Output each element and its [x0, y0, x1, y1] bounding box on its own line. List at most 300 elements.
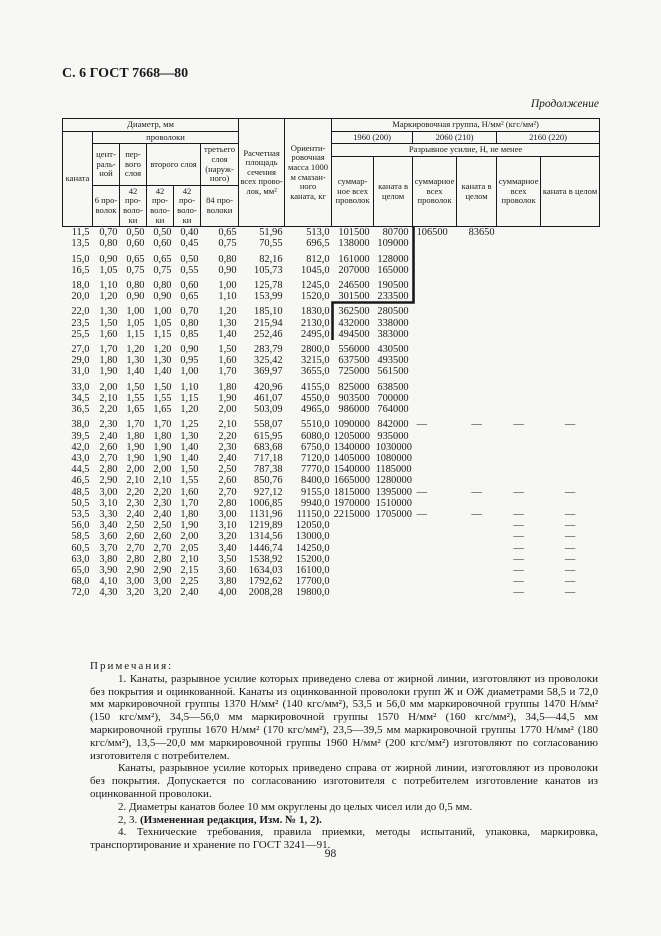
table-cell: [457, 543, 497, 554]
table-cell: 3,60: [99, 531, 118, 543]
table-cell: 927,12: [254, 486, 283, 498]
table-cell: 48,5: [71, 486, 90, 498]
table-cell: 4550,0: [301, 392, 330, 404]
table-row: [63, 543, 600, 554]
table-cell: 1,65: [153, 404, 172, 416]
table-cell: 1205000: [333, 430, 370, 442]
table-cell: 1131,96: [249, 508, 283, 520]
table-row: [63, 576, 600, 587]
diameter-header: Диаметр, мм: [63, 119, 239, 132]
note-4: 4. Технические требования, правила приемки, методы испытаний, упаковка, маркировка, транспортирование и хранение по ГОСТ 3241—91.: [90, 826, 598, 852]
second-count-header-b: 42 проволоки: [174, 185, 201, 227]
table-cell: 1634,03: [248, 564, 283, 576]
table-cell: 1405000: [333, 452, 370, 464]
table-cell: 2,15: [180, 564, 199, 576]
table-cell: [413, 453, 457, 464]
table-cell: 36,5: [71, 404, 90, 416]
table-cell: [374, 520, 413, 531]
table-cell: —: [416, 486, 427, 498]
table-cell: [413, 404, 457, 415]
table-cell: 0,50: [126, 227, 145, 239]
table-cell: —: [564, 520, 576, 532]
table-cell: 2,00: [218, 404, 237, 416]
table-cell: 70,55: [259, 238, 283, 250]
table-cell: 1520,0: [301, 291, 330, 303]
table-cell: —: [513, 576, 524, 588]
table-row: [63, 431, 600, 442]
rope-whole-header-2060: каната в целом: [457, 156, 497, 226]
table-cell: 2,90: [126, 564, 145, 576]
table-cell: 22,0: [71, 306, 90, 318]
table-cell: 842000: [377, 419, 409, 431]
table-cell: [413, 520, 457, 531]
table-cell: 3,00: [153, 576, 172, 588]
table-cell: 301500: [338, 291, 370, 303]
table-cell: 3,90: [99, 564, 118, 576]
table-cell: 1,00: [218, 280, 237, 292]
table-cell: 1245,0: [301, 280, 330, 292]
table-cell: [413, 318, 457, 329]
table-cell: 1446,74: [248, 542, 283, 554]
table-cell: 2130,0: [301, 317, 330, 329]
table-cell: [541, 265, 600, 276]
table-cell: 1,55: [126, 392, 145, 404]
second-layer-header: второго слоя: [147, 144, 201, 186]
table-cell: 2,30: [99, 419, 118, 431]
table-cell: [541, 238, 600, 249]
table-cell: 764000: [377, 404, 409, 416]
table-cell: 101500: [338, 227, 370, 239]
table-cell: 6750,0: [301, 441, 330, 453]
table-cell: [497, 431, 541, 442]
table-cell: 17700,0: [295, 576, 330, 588]
table-cell: 161000: [338, 253, 370, 265]
table-cell: [541, 318, 600, 329]
table-cell: 850,76: [254, 475, 283, 487]
table-cell: 1,60: [99, 328, 118, 340]
table-row: [63, 302, 600, 317]
table-cell: 3,80: [99, 553, 118, 565]
table-cell: 432000: [338, 317, 370, 329]
table-cell: —: [564, 564, 576, 576]
table-cell: [457, 340, 497, 355]
table-cell: 2,00: [153, 464, 172, 476]
table-cell: [497, 250, 541, 265]
table-cell: 2,90: [99, 475, 118, 487]
table-cell: 43,0: [71, 452, 90, 464]
table-cell: 1,90: [153, 441, 172, 453]
table-cell: 2,10: [153, 475, 172, 487]
table-cell: 2,40: [153, 508, 172, 520]
table-cell: —: [513, 520, 524, 532]
table-cell: 153,99: [254, 291, 283, 303]
table-cell: 105,73: [254, 264, 283, 276]
table-cell: [541, 291, 600, 302]
table-row: [63, 442, 600, 453]
table-cell: [332, 520, 374, 531]
table-cell: 0,50: [180, 253, 199, 265]
table-cell: 13,5: [71, 238, 90, 250]
table-row: [63, 250, 600, 265]
table-cell: —: [513, 542, 524, 554]
table-cell: 3,30: [99, 508, 118, 520]
table-cell: 2,60: [218, 475, 237, 487]
table-cell: [497, 329, 541, 340]
breaking-force-header: Разрывное усилие, Н, не менее: [332, 144, 600, 157]
table-row: [63, 340, 600, 355]
table-cell: [332, 543, 374, 554]
table-cell: 3,00: [218, 508, 237, 520]
table-cell: 0,80: [126, 280, 145, 292]
table-cell: 2008,28: [248, 587, 283, 599]
table-cell: [497, 475, 541, 486]
table-cell: 2,40: [218, 452, 237, 464]
table-cell: [497, 355, 541, 366]
table-cell: 903500: [338, 392, 370, 404]
page-number: 98: [324, 848, 337, 860]
table-cell: [457, 238, 497, 249]
table-cell: [457, 576, 497, 587]
notes-section: [90, 660, 598, 852]
table-cell: [413, 291, 457, 302]
table-cell: [457, 378, 497, 393]
grade-header: Маркировочная группа, Н/мм² (кгс/мм²): [332, 119, 600, 132]
table-cell: [541, 340, 600, 355]
mass-header: Ориентировочная масса 1000 м смазанного каната, кг: [285, 119, 332, 227]
table-cell: 0,90: [99, 253, 118, 265]
table-cell: 2,10: [99, 392, 118, 404]
table-cell: [374, 543, 413, 554]
table-cell: 1510000: [375, 497, 412, 509]
table-cell: [541, 393, 600, 404]
table-cell: —: [564, 419, 576, 431]
table-cell: 83650: [468, 227, 495, 239]
rope-header: каната: [63, 131, 93, 227]
table-row: [63, 498, 600, 509]
table-cell: [457, 329, 497, 340]
table-row: [63, 464, 600, 475]
table-cell: [457, 431, 497, 442]
table-cell: 252,46: [254, 328, 283, 340]
table-cell: [413, 250, 457, 265]
table-cell: 0,80: [218, 253, 237, 265]
table-cell: 1830,0: [301, 306, 330, 318]
table-cell: 1,10: [218, 291, 237, 303]
table-cell: 1,40: [180, 452, 199, 464]
table-cell: [413, 276, 457, 291]
table-cell: 2,00: [99, 381, 118, 393]
table-cell: 2,40: [99, 430, 118, 442]
table-cell: —: [513, 564, 524, 576]
table-cell: 2,50: [153, 520, 172, 532]
table-cell: 53,5: [71, 508, 90, 520]
table-cell: 0,95: [180, 355, 199, 367]
table-cell: 1,10: [99, 280, 118, 292]
table-cell: [541, 329, 600, 340]
table-cell: 39,5: [71, 430, 90, 442]
table-cell: 11150,0: [296, 508, 330, 520]
note-2: 2. Диаметры канатов более 10 мм округлены до целых чисел или до 0,5 мм.: [118, 800, 473, 813]
table-cell: [541, 453, 600, 464]
table-cell: 1280000: [375, 475, 412, 487]
table-cell: 0,90: [126, 291, 145, 303]
table-row: [63, 393, 600, 404]
table-row: [63, 453, 600, 464]
table-cell: 2,80: [218, 497, 237, 509]
table-cell: [497, 291, 541, 302]
table-cell: 1,90: [218, 392, 237, 404]
table-cell: [413, 393, 457, 404]
table-cell: 1705000: [375, 508, 412, 520]
table-cell: [413, 565, 457, 576]
table-cell: 0,80: [153, 280, 172, 292]
table-cell: 696,5: [306, 238, 330, 250]
table-cell: [497, 318, 541, 329]
table-cell: [413, 378, 457, 393]
third-layer-header: третьего слоя (наружного): [201, 144, 239, 186]
table-cell: 1,05: [153, 317, 172, 329]
table-cell: [541, 250, 600, 265]
table-cell: 2,10: [218, 419, 237, 431]
table-cell: 0,75: [126, 264, 145, 276]
table-cell: 2,80: [126, 553, 145, 565]
table-cell: 2,05: [180, 542, 199, 554]
table-cell: 1,70: [218, 366, 237, 378]
table-cell: 2215000: [333, 508, 370, 520]
table-cell: 2,30: [218, 441, 237, 453]
table-cell: 362500: [338, 306, 370, 318]
table-cell: 58,5: [71, 531, 90, 543]
table-cell: 1,40: [153, 366, 172, 378]
table-row: [63, 487, 600, 498]
table-cell: [413, 329, 457, 340]
table-cell: 1,15: [180, 392, 199, 404]
table-cell: 338000: [377, 317, 409, 329]
table-cell: 44,5: [71, 464, 90, 476]
note-3-prefix: 2, 3.: [118, 813, 138, 826]
table-cell: [457, 318, 497, 329]
table-cell: 51,96: [259, 227, 283, 239]
table-cell: 14250,0: [295, 542, 330, 554]
table-cell: 1,20: [126, 344, 145, 356]
table-cell: 0,60: [180, 280, 199, 292]
table-cell: [457, 276, 497, 291]
table-cell: [413, 340, 457, 355]
table-cell: —: [416, 419, 427, 431]
table-cell: 1006,85: [248, 497, 283, 509]
table-cell: —: [513, 419, 524, 431]
table-cell: 4,00: [218, 587, 237, 599]
table-cell: [413, 475, 457, 486]
page-header: С. 6 ГОСТ 7668—80: [62, 66, 189, 81]
table-cell: [457, 531, 497, 542]
table-cell: [413, 442, 457, 453]
table-cell: 1,70: [126, 419, 145, 431]
table-cell: 1,40: [126, 366, 145, 378]
table-cell: [541, 464, 600, 475]
table-cell: 4,10: [99, 576, 118, 588]
table-cell: 16100,0: [295, 564, 330, 576]
table-cell: 60,5: [71, 542, 90, 554]
table-cell: 1,50: [153, 381, 172, 393]
table-cell: 3,10: [218, 520, 237, 532]
table-row: [63, 565, 600, 576]
table-cell: 3,40: [218, 542, 237, 554]
table-cell: 1395000: [375, 486, 412, 498]
table-cell: [457, 565, 497, 576]
table-cell: 1,50: [218, 344, 237, 356]
table-cell: [457, 265, 497, 276]
table-cell: [541, 366, 600, 377]
table-cell: [374, 554, 413, 565]
table-cell: [413, 576, 457, 587]
table-cell: 420,96: [254, 381, 283, 393]
table-cell: —: [564, 508, 576, 520]
table-cell: 1,15: [126, 328, 145, 340]
table-cell: 1665000: [333, 475, 370, 487]
table-cell: [413, 366, 457, 377]
table-cell: 3,00: [126, 576, 145, 588]
table-cell: 0,90: [153, 291, 172, 303]
table-cell: 2,25: [180, 576, 199, 588]
table-cell: 3,20: [218, 531, 237, 543]
table-cell: 0,40: [180, 227, 199, 239]
table-cell: —: [564, 486, 576, 498]
table-cell: 637500: [338, 355, 370, 367]
table-cell: 325,42: [254, 355, 283, 367]
table-cell: 493500: [377, 355, 409, 367]
table-cell: 23,5: [71, 317, 90, 329]
area-header: Расчетная площадь сечения всех проволок, мм²: [239, 119, 285, 227]
table-cell: 1219,89: [248, 520, 283, 532]
table-cell: [457, 587, 497, 598]
table-cell: 1,30: [99, 306, 118, 318]
table-cell: 1,00: [180, 366, 199, 378]
table-cell: 109000: [377, 238, 409, 250]
table-cell: 2,50: [218, 464, 237, 476]
table-cell: 2,20: [218, 430, 237, 442]
table-cell: 3,60: [218, 564, 237, 576]
table-cell: 5510,0: [301, 419, 330, 431]
table-cell: 1,40: [180, 441, 199, 453]
sum-wires-header-2160: суммарное всех проволок: [497, 156, 541, 226]
table-cell: 2,60: [126, 531, 145, 543]
table-cell: 63,0: [71, 553, 90, 565]
table-cell: —: [513, 531, 524, 543]
rope-whole-header-2160: каната в целом: [541, 156, 600, 226]
table-cell: 1,30: [180, 430, 199, 442]
table-cell: 0,55: [180, 264, 199, 276]
table-cell: 787,38: [254, 464, 283, 476]
table-cell: [413, 543, 457, 554]
table-cell: 3,50: [218, 553, 237, 565]
table-cell: —: [471, 486, 482, 498]
table-cell: 0,85: [180, 328, 199, 340]
table-cell: 165000: [377, 264, 409, 276]
table-cell: 34,5: [71, 392, 90, 404]
table-cell: 1030000: [375, 441, 412, 453]
table-row: [63, 404, 600, 415]
table-cell: 283,79: [254, 344, 283, 356]
table-cell: 638500: [377, 381, 409, 393]
table-cell: [413, 431, 457, 442]
table-cell: —: [564, 531, 576, 543]
table-cell: 0,45: [180, 238, 199, 250]
table-cell: 42,0: [71, 441, 90, 453]
table-cell: 0,75: [218, 238, 237, 250]
table-cell: [413, 238, 457, 249]
table-cell: 15200,0: [295, 553, 330, 565]
central-wire-header: центральной: [93, 144, 120, 186]
table-cell: 190500: [377, 280, 409, 292]
table-cell: [457, 393, 497, 404]
table-cell: 2,20: [99, 404, 118, 416]
table-cell: [497, 265, 541, 276]
table-cell: [413, 265, 457, 276]
table-cell: [497, 378, 541, 393]
table-body: [63, 227, 600, 599]
table-cell: 1,90: [180, 520, 199, 532]
table-cell: 0,65: [180, 291, 199, 303]
table-cell: 1,30: [126, 355, 145, 367]
table-cell: 56,0: [71, 520, 90, 532]
table-row: [63, 276, 600, 291]
table-cell: 0,65: [153, 253, 172, 265]
table-cell: 3215,0: [301, 355, 330, 367]
table-cell: 1314,56: [248, 531, 283, 543]
table-cell: 812,0: [306, 253, 330, 265]
table-cell: 2,40: [126, 508, 145, 520]
table-cell: 1,20: [180, 404, 199, 416]
table-cell: 3,00: [99, 486, 118, 498]
table-cell: 825000: [338, 381, 370, 393]
table-cell: 7770,0: [301, 464, 330, 476]
table-cell: 1,80: [180, 508, 199, 520]
table-cell: 2,00: [180, 531, 199, 543]
table-row: [63, 531, 600, 542]
table-row: [63, 355, 600, 366]
table-cell: 503,09: [254, 404, 283, 416]
table-cell: [497, 498, 541, 509]
grade-2060-header: 2060 (210): [413, 131, 497, 144]
table-row: [63, 520, 600, 531]
table-cell: [413, 554, 457, 565]
table-cell: [413, 531, 457, 542]
table-cell: [332, 576, 374, 587]
table-cell: —: [416, 508, 427, 520]
table-cell: 0,80: [99, 238, 118, 250]
note-1: 1. Канаты, разрывное усилие которых приведено слева от жирной линии, изготовляют из проволоки без покрытия и оцинкованной. Канаты из оцинкованной проволоки групп Ж и ОЖ диаметрами 58,5 и 72,0 мм маркировочной группы 1370 Н/мм² (140 кгс/мм²), 53,5 и 56,0 мм маркировочной группы 1470 Н/мм² (150 кгс/мм²), 34,5—56,0 мм маркировочной группы 1570 Н/мм² (160 кгс/мм²), 34,5—44,5 мм маркировочной группы 1670 Н/мм² (170 кгс/мм²), 23,5—39,5 мм маркировочной группы 1770 Н/мм² (180 кгс/мм²), 13,5—20,0 мм маркировочной группы 1960 Н/мм² (200 кгс/мм²) изготовляют по согласованию изготовителя с потребителем.: [90, 672, 598, 762]
table-cell: [541, 378, 600, 393]
table-cell: 19800,0: [295, 587, 330, 599]
table-cell: 615,95: [254, 430, 283, 442]
table-cell: —: [513, 553, 524, 565]
table-cell: [457, 453, 497, 464]
table-cell: 1970000: [333, 497, 370, 509]
table-cell: [374, 587, 413, 598]
table-cell: 1,90: [126, 452, 145, 464]
table-cell: 2,80: [99, 464, 118, 476]
table-cell: [457, 554, 497, 565]
table-cell: 1,05: [99, 264, 118, 276]
table-cell: [457, 404, 497, 415]
table-cell: 2,70: [126, 542, 145, 554]
table-cell: [497, 227, 541, 239]
table-cell: 0,60: [126, 238, 145, 250]
table-cell: 11,5: [71, 227, 90, 239]
table-cell: 461,07: [254, 392, 283, 404]
table-cell: [457, 520, 497, 531]
